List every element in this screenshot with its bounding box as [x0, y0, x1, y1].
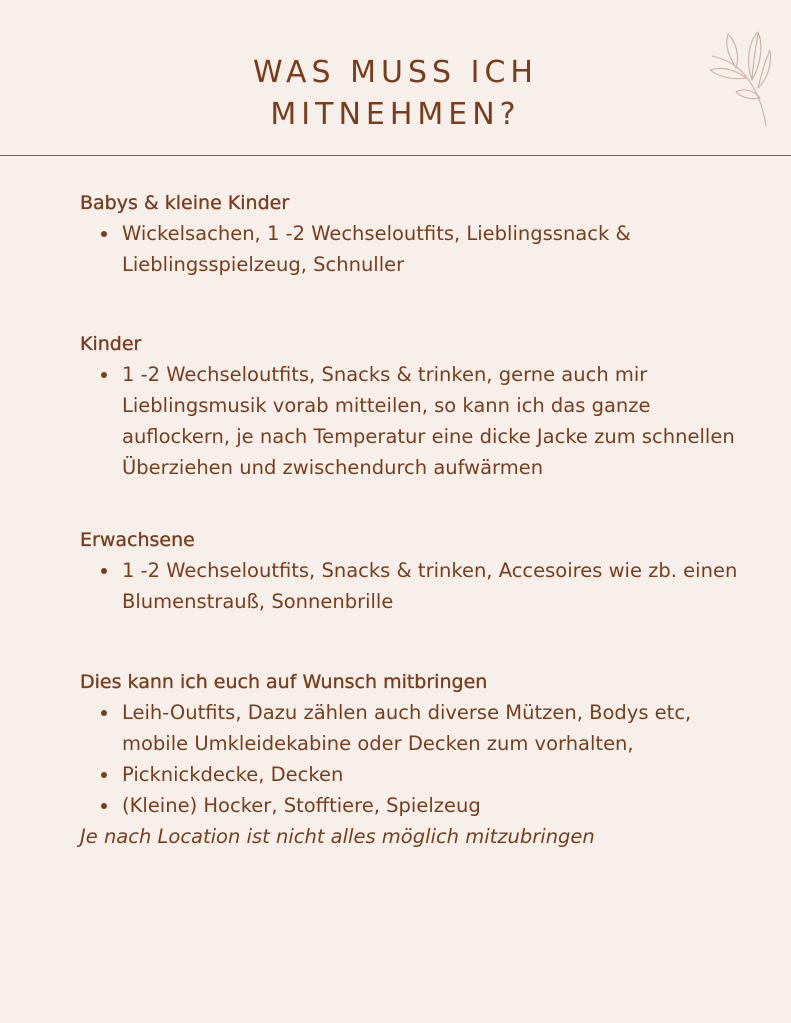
section-babys — [80, 188, 740, 280]
section-heading: Erwachsene — [80, 529, 195, 551]
list-item: Leih-Outfits, Dazu zählen auch diverse Mützen, Bodys etc, mobile Umkleidekabine oder Decken zum vorhalten, — [122, 697, 740, 759]
section-erwachsene — [80, 525, 740, 617]
checklist-content — [80, 188, 740, 852]
item-list — [80, 359, 740, 483]
section-heading: Dies kann ich euch auf Wunsch mitbringen — [80, 671, 488, 693]
page-title — [0, 52, 791, 136]
list-item: Picknickdecke, Decken — [122, 759, 740, 790]
item-list — [80, 697, 740, 821]
location-note: Je nach Location ist nicht alles möglich mitzubringen — [80, 825, 595, 848]
list-item: Wickelsachen, 1 -2 Wechseloutfits, Lieblingssnack & Lieblingsspielzeug, Schnuller — [122, 218, 740, 280]
section-heading: Babys & kleine Kinder — [80, 192, 290, 214]
page-title-line-2: MITNEHMEN? — [270, 97, 521, 132]
item-list — [80, 218, 740, 280]
section-kinder — [80, 329, 740, 483]
page-title-line-1: WAS MUSS ICH — [253, 55, 538, 90]
section-heading: Kinder — [80, 333, 142, 355]
leaf-branch-icon — [706, 28, 772, 128]
list-item: (Kleine) Hocker, Stofftiere, Spielzeug — [122, 790, 740, 821]
list-item: 1 -2 Wechseloutfits, Snacks & trinken, gerne auch mir Lieblingsmusik vorab mitteilen, so kann ich das ganze auflockern, je nach Temperatur eine dicke Jacke zum schnellen Überziehen und zwischendurch aufwärmen — [122, 359, 740, 483]
title-divider — [0, 155, 791, 156]
item-list — [80, 555, 740, 617]
section-mitbringen — [80, 667, 740, 852]
list-item: 1 -2 Wechseloutfits, Snacks & trinken, Accesoires wie zb. einen Blumenstrauß, Sonnenbrille — [122, 555, 740, 617]
